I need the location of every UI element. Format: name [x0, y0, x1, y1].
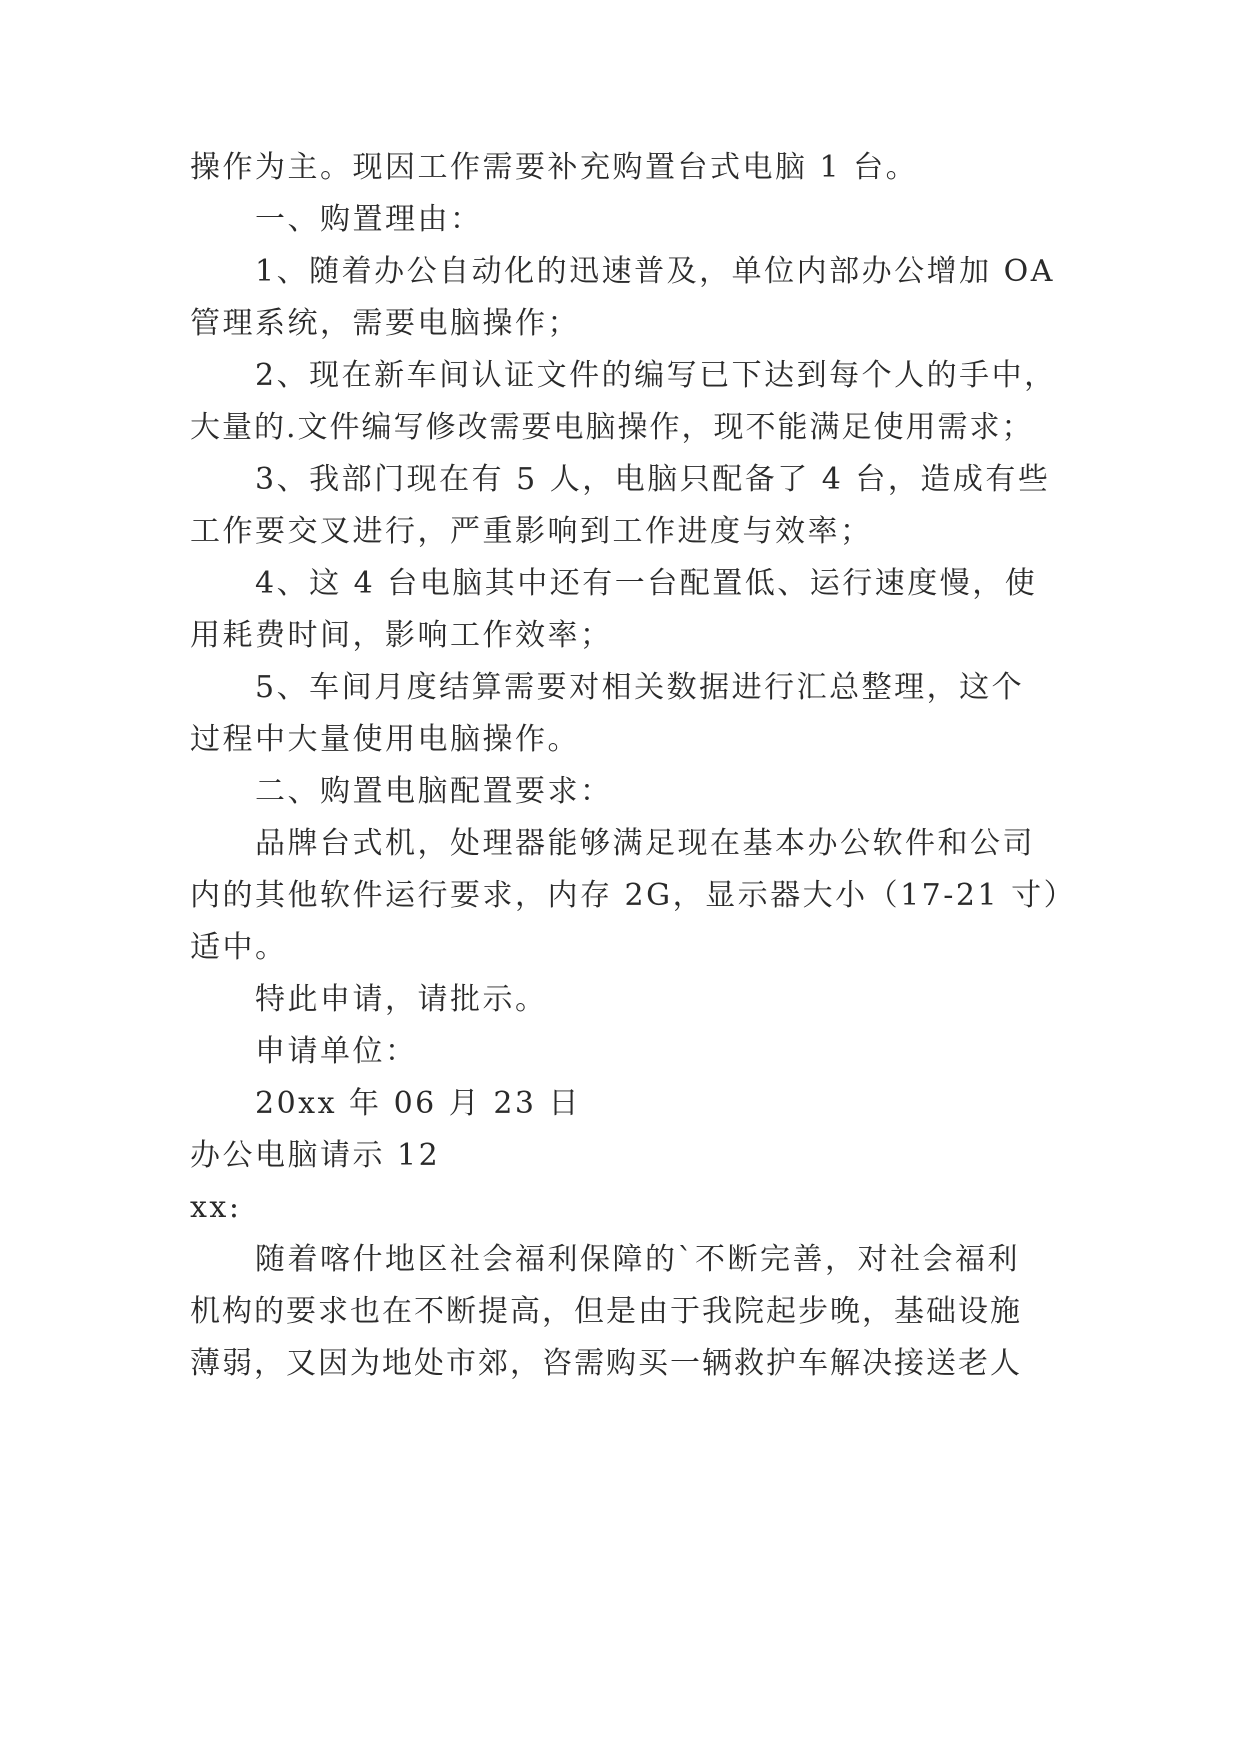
text-line-reason-4b: 用耗费时间，影响工作效率； [190, 618, 613, 653]
text-line-reason-2b: 大量的.文件编写修改需要电脑操作，现不能满足使用需求； [190, 410, 1034, 445]
document-title: 办公电脑请示 12 [190, 1138, 441, 1173]
text-line-body-b: 机构的要求也在不断提高，但是由于我院起步晚，基础设施 [190, 1294, 1022, 1329]
section-heading-reasons: 一、购置理由： [255, 202, 483, 237]
text-line-1: 操作为主。现因工作需要补充购置台式电脑 1 台。 [190, 150, 919, 185]
text-line-config-c: 适中。 [190, 930, 288, 965]
text-line-body-a: 随着喀什地区社会福利保障的`不断完善，对社会福利 [255, 1242, 1020, 1277]
text-line-config-b: 内的其他软件运行要求，内存 2G，显示器大小（17-21 寸） [190, 878, 1077, 913]
text-line-reason-5b: 过程中大量使用电脑操作。 [190, 722, 580, 757]
text-line-config-a: 品牌台式机，处理器能够满足现在基本办公软件和公司 [255, 826, 1035, 861]
text-line-reason-4a: 4、这 4 台电脑其中还有一台配置低、运行速度慢，使 [255, 566, 1038, 601]
text-line-reason-1a: 1、随着办公自动化的迅速普及，单位内部办公增加 OA [255, 254, 1055, 289]
text-line-reason-2a: 2、现在新车间认证文件的编写已下达到每个人的手中， [255, 358, 1057, 393]
text-line-reason-5a: 5、车间月度结算需要对相关数据进行汇总整理，这个 [255, 670, 1025, 705]
text-line-reason-1b: 管理系统，需要电脑操作； [190, 306, 580, 341]
text-line-body-c: 薄弱，又因为地处市郊，咨需购买一辆救护车解决接送老人 [190, 1346, 1022, 1381]
section-heading-config: 二、购置电脑配置要求： [255, 774, 613, 809]
text-line-reason-3a: 3、我部门现在有 5 人，电脑只配备了 4 台，造成有些 [255, 462, 1051, 497]
applicant-unit: 申请单位： [255, 1034, 418, 1069]
document-date: 20xx 年 06 月 23 日 [255, 1086, 582, 1121]
salutation: xx: [190, 1190, 242, 1225]
text-line-reason-3b: 工作要交叉进行，严重影响到工作进度与效率； [190, 514, 873, 549]
closing-request: 特此申请，请批示。 [255, 982, 548, 1017]
